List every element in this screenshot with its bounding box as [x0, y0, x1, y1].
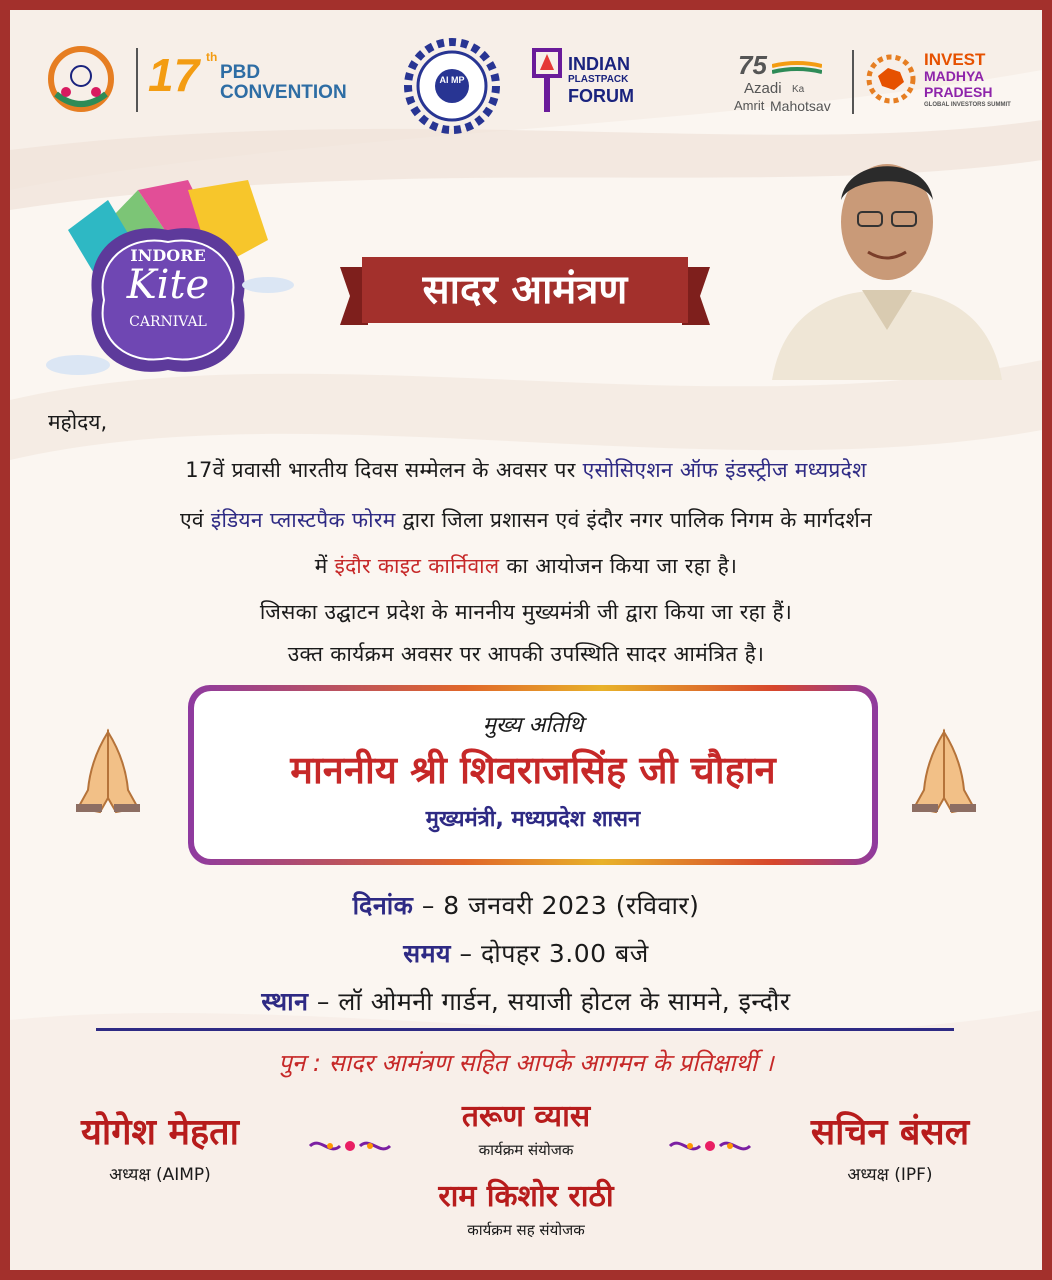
body-line-3	[10, 552, 1042, 580]
chief-guest-label: मुख्य अतिथि	[482, 713, 584, 738]
ornament-icon	[660, 1136, 760, 1156]
aimp-logo	[404, 38, 500, 134]
invest-line2: MADHYA	[924, 68, 985, 84]
signatory-name-center-1: तरूण व्यास	[461, 1099, 591, 1134]
invest-line1: INVEST	[924, 50, 986, 69]
separator: –	[421, 891, 435, 920]
body-line-4: जिसका उद्घाटन प्रदेश के माननीय मुख्यमंत्री जी द्वारा किया जा रहा हैं।	[259, 600, 793, 624]
kite-logo-top: INDORE	[130, 246, 206, 265]
closing-line: पुन : सादर आमंत्रण सहित आपके आगमन के प्रतिक्षार्थी ।	[278, 1049, 774, 1077]
signatory-role-center-1: कार्यक्रम संयोजक	[478, 1141, 574, 1159]
separator: –	[459, 939, 473, 968]
chief-guest-name: माननीय श्री शिवराजसिंह जी चौहान	[290, 748, 776, 792]
time-value: दोपहर 3.00 बजे	[480, 939, 649, 968]
pbd-number: 17	[148, 49, 200, 101]
pbd-emblem-logo	[46, 44, 116, 114]
body-text: 17वें प्रवासी भारतीय दिवस सम्मेलन के अवसर पर	[185, 458, 583, 482]
body-line-2	[10, 506, 1042, 534]
namaste-hands-icon	[906, 728, 982, 820]
salutation: महोदय,	[48, 410, 108, 434]
section-divider	[96, 1028, 954, 1031]
azadi-line1: Azadi	[744, 80, 782, 97]
pbd-superscript: th	[206, 50, 218, 64]
page-title: सादर आमंत्रण	[422, 267, 628, 313]
body-text: एवं	[179, 508, 211, 532]
signatory-name-left: योगेश मेहता	[81, 1112, 239, 1153]
signatory-role-right: अध्यक्ष (IPF)	[847, 1165, 933, 1185]
event-venue	[10, 984, 1042, 1018]
invitation-card	[10, 10, 1042, 1270]
body-line-5: उक्त कार्यक्रम अवसर पर आपकी उपस्थिति सादर आमंत्रित है।	[287, 642, 765, 666]
date-value: 8 जनवरी 2023 (रविवार)	[443, 891, 700, 920]
body-text: द्वारा जिला प्रशासन एवं इंदौर नगर पालिक निगम के मार्गदर्शन	[395, 508, 873, 532]
signatory-role-center-2: कार्यक्रम सह संयोजक	[467, 1221, 585, 1239]
chief-guest-box-inner	[194, 691, 872, 859]
invest-line4: GLOBAL INVESTORS SUMMIT	[924, 102, 1011, 108]
chief-minister-portrait	[772, 140, 1002, 380]
event-name: इंदौर काइट कार्निवाल	[334, 554, 500, 578]
ipf-line2: PLASTPACK	[568, 74, 629, 85]
pbd-label: PBD	[220, 62, 261, 83]
aimp-center-text: AI MP	[439, 75, 465, 85]
signatory-name-right: सचिन बंसल	[810, 1112, 970, 1153]
pbd-convention: CONVENTION	[220, 82, 347, 103]
tricolor-flag-icon	[772, 60, 822, 80]
logo-divider	[136, 48, 138, 112]
ipf-line3: FORUM	[568, 86, 634, 106]
body-text: का आयोजन किया जा रहा है।	[499, 554, 738, 578]
venue-value: लॉ ओमनी गार्डन, सयाजी होटल के सामने, इन्दौर	[338, 987, 791, 1016]
event-date	[10, 888, 1042, 922]
kite-logo-bottom: CARNIVAL	[129, 314, 207, 330]
body-text: में	[314, 554, 335, 578]
kite-logo-middle: Kite	[126, 262, 210, 308]
date-label: दिनांक	[352, 891, 414, 920]
ornament-icon	[300, 1136, 400, 1156]
azadi-line2: Amrit	[734, 98, 765, 113]
signatory-name-center-2: राम किशोर राठी	[438, 1179, 614, 1214]
org-aimp: एसोसिएशन ऑफ इंडस्ट्रीज मध्यप्रदेश	[582, 458, 867, 482]
azadi-ka: Ka	[792, 84, 805, 95]
ipf-logo-icon	[532, 46, 562, 116]
chief-guest-designation: मुख्यमंत्री, मध्यप्रदेश शासन	[425, 807, 641, 832]
ipf-line1: INDIAN	[568, 54, 630, 74]
azadi-number: 75	[738, 50, 767, 80]
azadi-line3: Mahotsav	[770, 98, 831, 114]
venue-label: स्थान	[261, 987, 309, 1016]
time-label: समय	[403, 939, 452, 968]
body-line-1	[10, 456, 1042, 484]
event-time	[10, 936, 1042, 970]
mp-map-icon	[866, 54, 916, 104]
separator: –	[316, 987, 330, 1016]
signatory-role-left: अध्यक्ष (AIMP)	[109, 1165, 211, 1185]
chief-guest-box	[188, 685, 878, 865]
invest-line3: PRADESH	[924, 84, 993, 100]
org-ipf: इंडियन प्लास्टपैक फोरम	[210, 508, 396, 532]
logo-divider-right	[852, 50, 854, 114]
namaste-hands-icon	[70, 728, 146, 820]
